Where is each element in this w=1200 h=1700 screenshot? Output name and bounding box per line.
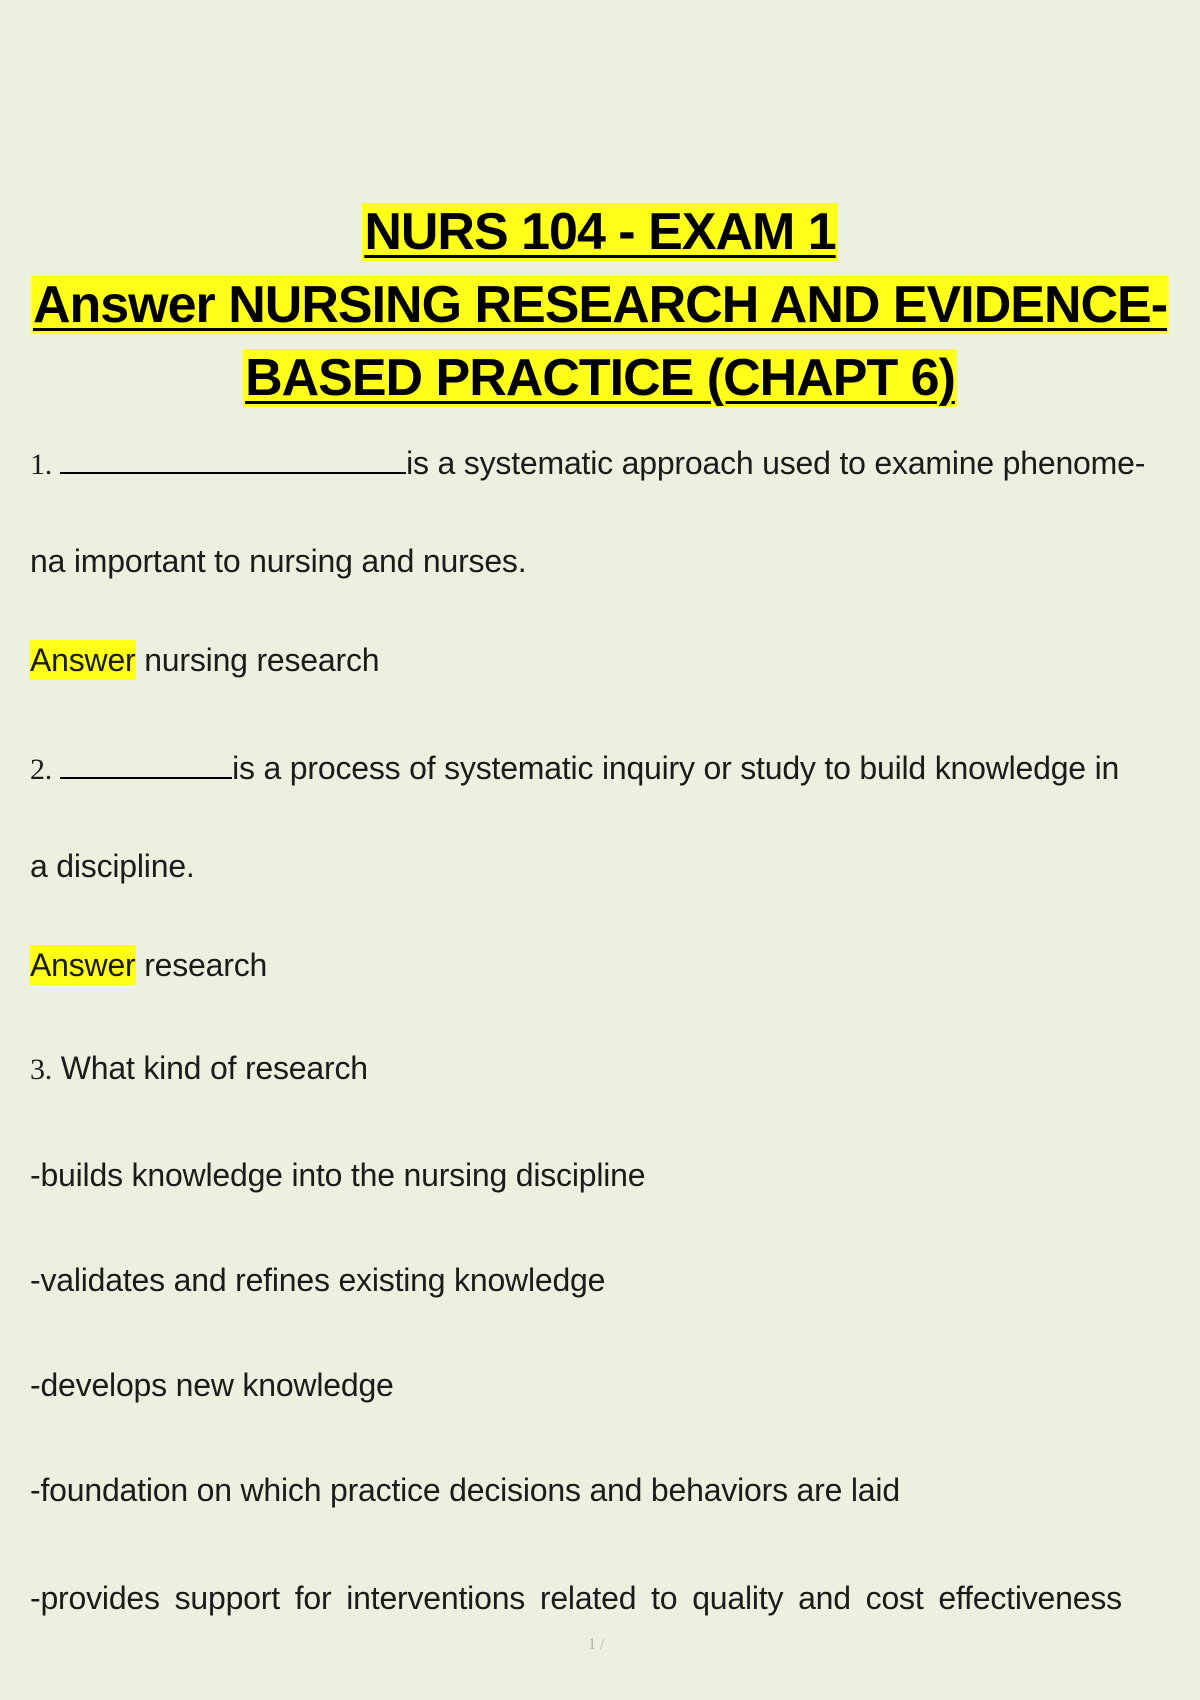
question-2-answer xyxy=(30,947,267,984)
list-item: -foundation on which practice decisions and behaviors are laid xyxy=(30,1472,900,1508)
question-3-text: What kind of research xyxy=(52,1050,368,1086)
question-1-text-2: na important to nursing and nurses. xyxy=(30,543,527,579)
question-1-line-1 xyxy=(30,444,1145,482)
title-line-3: BASED PRACTICE (CHAPT 6) xyxy=(245,349,955,407)
list-item: -builds knowledge into the nursing discipline xyxy=(30,1157,646,1193)
word: quality xyxy=(692,1580,784,1616)
word: and xyxy=(798,1580,851,1616)
question-2-number: 2. xyxy=(30,753,53,786)
page-number: 1 / xyxy=(588,1636,605,1653)
answer-label-2: Answer xyxy=(30,947,136,983)
document-title xyxy=(20,196,1180,415)
question-1-text-1: is a systematic approach used to examine phenome- xyxy=(406,445,1146,481)
title-line-1: NURS 104 - EXAM 1 xyxy=(364,203,836,261)
word: support xyxy=(174,1580,280,1616)
question-2-text-1: is a process of systematic inquiry or study to build knowledge in xyxy=(232,750,1120,786)
question-1-number: 1. xyxy=(30,448,53,481)
word: interventions xyxy=(346,1580,526,1616)
question-3-number: 3. xyxy=(30,1053,53,1086)
word: related xyxy=(539,1580,637,1616)
list-item: -validates and refines existing knowledge xyxy=(30,1262,606,1298)
answer-text-1: nursing research xyxy=(135,642,380,678)
word: for xyxy=(294,1580,332,1616)
answer-label-1: Answer xyxy=(30,642,136,678)
question-2-blank xyxy=(60,749,232,779)
answer-text-2: research xyxy=(135,947,268,983)
word: to xyxy=(651,1580,678,1616)
question-1-blank xyxy=(60,444,406,474)
word: cost xyxy=(865,1580,924,1616)
word: -provides xyxy=(30,1580,160,1616)
question-3-line xyxy=(30,1050,368,1087)
question-1-answer xyxy=(30,642,379,679)
question-2-text-2: a discipline. xyxy=(30,848,195,884)
title-line-2: Answer NURSING RESEARCH AND EVIDENCE- xyxy=(32,276,1168,334)
list-item: -develops new knowledge xyxy=(30,1367,394,1403)
question-2-line-1 xyxy=(30,749,1119,787)
list-item-justified xyxy=(30,1580,1122,1617)
word: effectiveness xyxy=(938,1580,1122,1616)
